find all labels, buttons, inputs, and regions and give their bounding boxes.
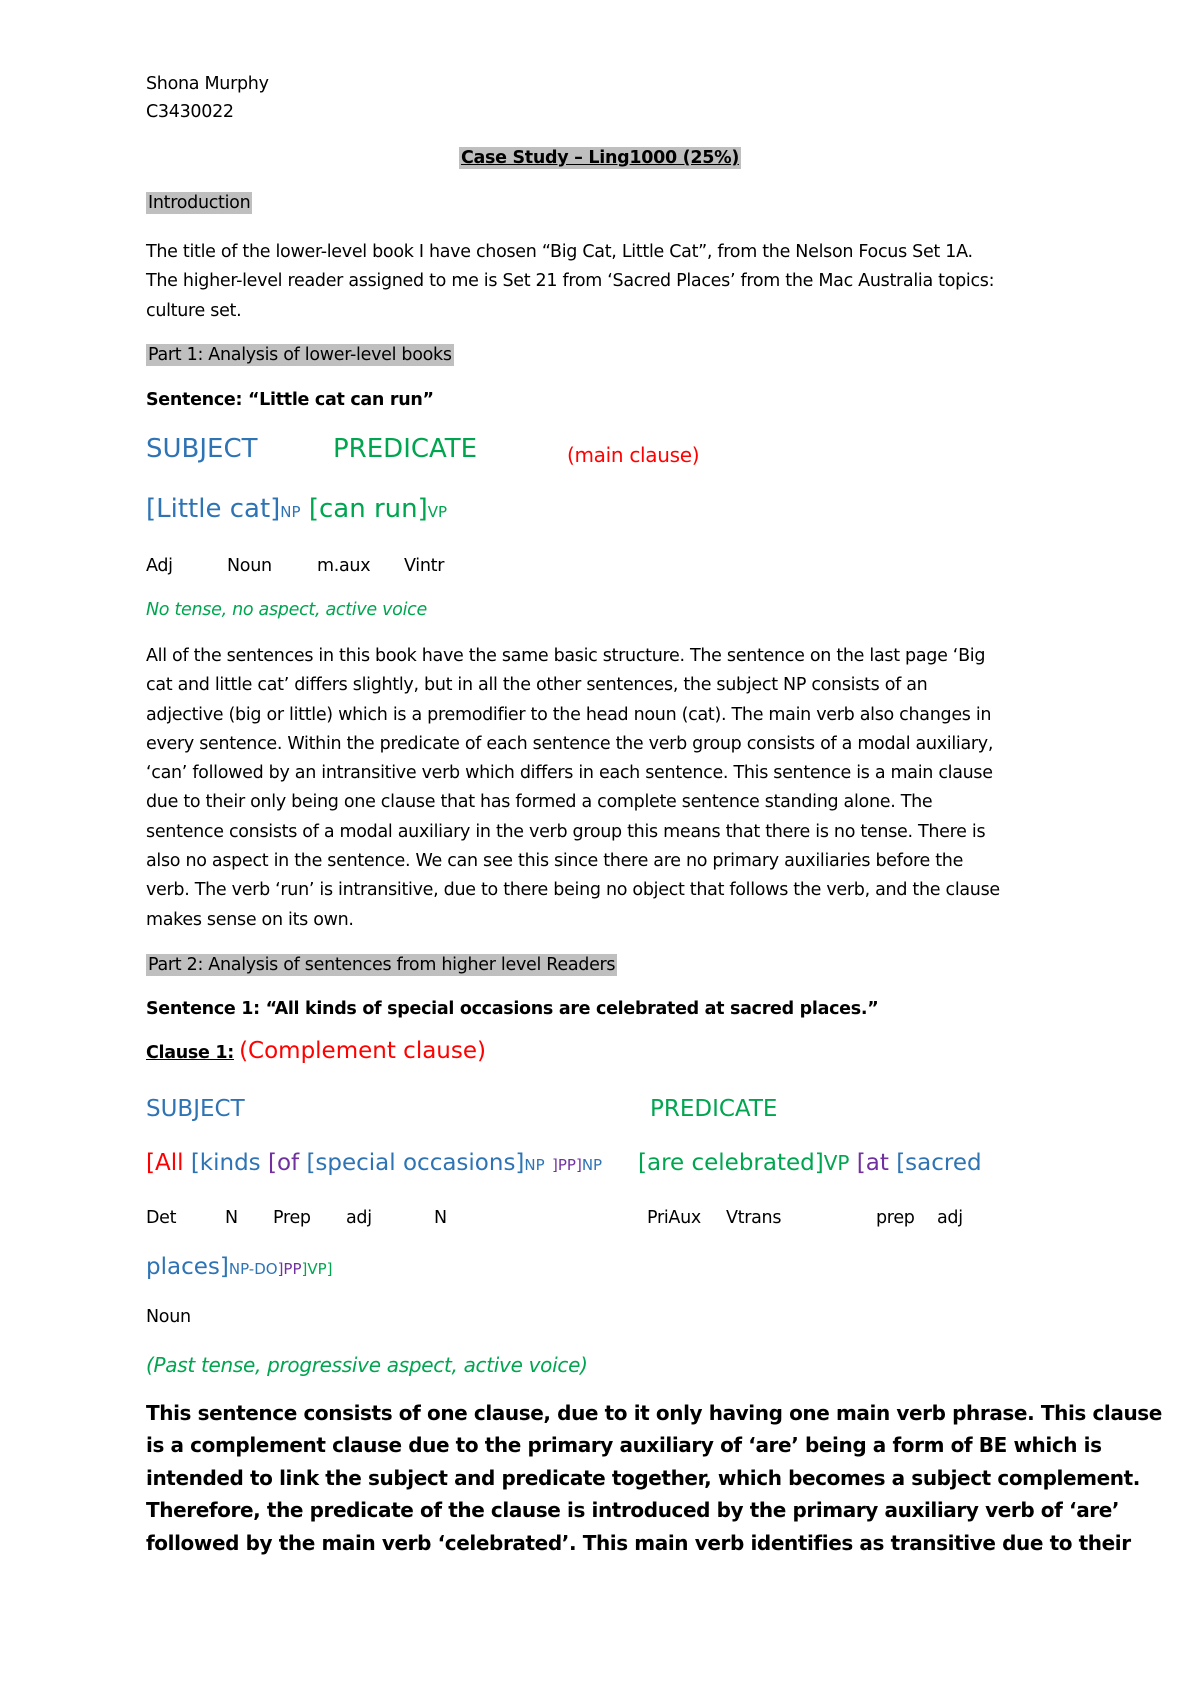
pos-maux: m.aux [317,556,371,576]
part1-subject-label: SUBJECT [146,434,258,464]
student-id: C3430022 [146,102,234,122]
part2-heading: Part 2: Analysis of sentences from higher level Readers [148,955,616,975]
tree-pp2-tag: ]PP [277,1260,302,1278]
pos2-adj: adj [346,1208,372,1228]
pos2-vtrans: Vtrans [726,1208,782,1228]
intro-line: The higher-level reader assigned to me is Set 21 from ‘Sacred Places’ from the Mac Australia topics: [146,271,995,292]
pos-vintr: Vintr [404,556,445,576]
part1-heading: Part 1: Analysis of lower-level books [148,345,452,365]
part2-tree-line2 [146,1254,333,1280]
tree-vp-tag: VP [823,1151,850,1175]
analysis-line: cat and little cat’ differs slightly, but in all the other sentences, the subject NP consists of an [146,675,928,696]
analysis-line: also no aspect in the sentence. We can see this since there are no primary auxiliaries before the [146,851,964,872]
pos2-adj2: adj [937,1208,963,1228]
np-bracket: [Little cat] [146,494,281,524]
clause1-type: (Complement clause) [239,1038,486,1064]
analysis-line: intended to link the subject and predicate together, which becomes a subject complement. [146,1465,1140,1490]
tree-sacred: [sacred [896,1150,982,1176]
document-title: Case Study – Ling1000 (25%) [460,148,740,168]
pos2-det: Det [146,1208,177,1228]
analysis-line: adjective (big or little) which is a premodifier to the head noun (cat). The main verb also changes in [146,704,992,725]
pos-adj: Adj [146,556,173,576]
tree-at: [at [856,1150,889,1176]
part2-heading-wrap [146,955,617,975]
part1-tree [146,494,447,524]
intro-line: The title of the lower-level book I have chosen “Big Cat, Little Cat”, from the Nelson Focus Set 1A. [146,242,973,262]
tree-vp2-tag: ]VP] [301,1260,333,1278]
part1-analysis [146,642,1076,935]
tree-are-celebrated: [are celebrated] [638,1150,824,1176]
tree-kinds: [kinds [190,1150,261,1176]
clause1-line [146,1038,486,1064]
analysis-line: This sentence consists of one clause, due to it only having one main verb phrase. This clause [146,1401,1162,1425]
part2-predicate-label: PREDICATE [650,1096,778,1122]
analysis-line: followed by the main verb ‘celebrated’. This main verb identifies as transitive due to their [146,1530,1131,1555]
part1-sentence: Sentence: “Little cat can run” [146,390,434,410]
part2-sentence1: Sentence 1: “All kinds of special occasions are celebrated at sacred places.” [146,999,879,1019]
tree-pp1-tag: ]PP] [552,1156,582,1174]
analysis-line: Therefore, the predicate of the clause is introduced by the primary auxiliary verb of ‘are’ [146,1498,1120,1523]
part1-heading-wrap [146,345,454,365]
pos-noun: Noun [227,556,272,576]
tree-npdo-tag: NP-DO [228,1260,278,1278]
vp-bracket: [can run] [308,494,428,524]
np-tag: NP [280,503,301,521]
part1-features: No tense, no aspect, active voice [146,600,427,620]
part2-features: (Past tense, progressive aspect, active voice) [146,1353,588,1377]
analysis-line: verb. The verb ‘run’ is intransitive, due to there being no object that follows the verb, and the clause [146,880,1000,901]
tree-of: [of [267,1150,300,1176]
tree-np2-tag: NP [581,1156,603,1174]
analysis-line: every sentence. Within the predicate of each sentence the verb group consists of a modal auxiliary, [146,733,994,754]
part2-tree-line1-predicate [638,1150,982,1176]
analysis-line: due to their only being one clause that has formed a complete sentence standing alone. The [146,792,933,813]
clause1-label: Clause 1: [146,1043,234,1063]
part1-clause-type: (main clause) [567,443,700,467]
part2-analysis [146,1397,1162,1559]
pos2-n: N [225,1208,238,1228]
pos2-priaux: PriAux [647,1208,701,1228]
analysis-line: makes sense on its own. [146,909,354,930]
intro-paragraph [146,238,1076,326]
part2-subject-label: SUBJECT [146,1096,245,1122]
pos2-prep: Prep [273,1208,311,1228]
pos2-n2: N [434,1208,447,1228]
author-name: Shona Murphy [146,74,269,94]
part2-tree-line1 [146,1150,602,1176]
analysis-line: ‘can’ followed by an intransitive verb which differs in each sentence. This sentence is a main clause [146,763,993,784]
intro-heading: Introduction [148,193,251,213]
tree-det-all: All [154,1150,184,1176]
analysis-line: All of the sentences in this book have the same basic structure. The sentence on the last page ‘Big [146,646,986,666]
tree-places: places] [146,1254,229,1280]
pos2-noun: Noun [146,1307,191,1327]
pos2-prep2: prep [876,1208,915,1228]
intro-heading-wrap [146,193,252,213]
part1-predicate-label: PREDICATE [333,434,478,464]
tree-special-occasions: [special occasions] [306,1150,525,1176]
analysis-line: sentence consists of a modal auxiliary in the verb group this means that there is no tense. There is [146,821,986,842]
tree-open-bracket: [ [146,1150,155,1176]
tree-np1-tag: NP [524,1156,545,1174]
analysis-line: is a complement clause due to the primary auxiliary of ‘are’ being a form of BE which is [146,1433,1102,1458]
document-title-wrap [0,148,1200,168]
vp-tag: VP [427,503,448,521]
intro-line: culture set. [146,300,242,321]
